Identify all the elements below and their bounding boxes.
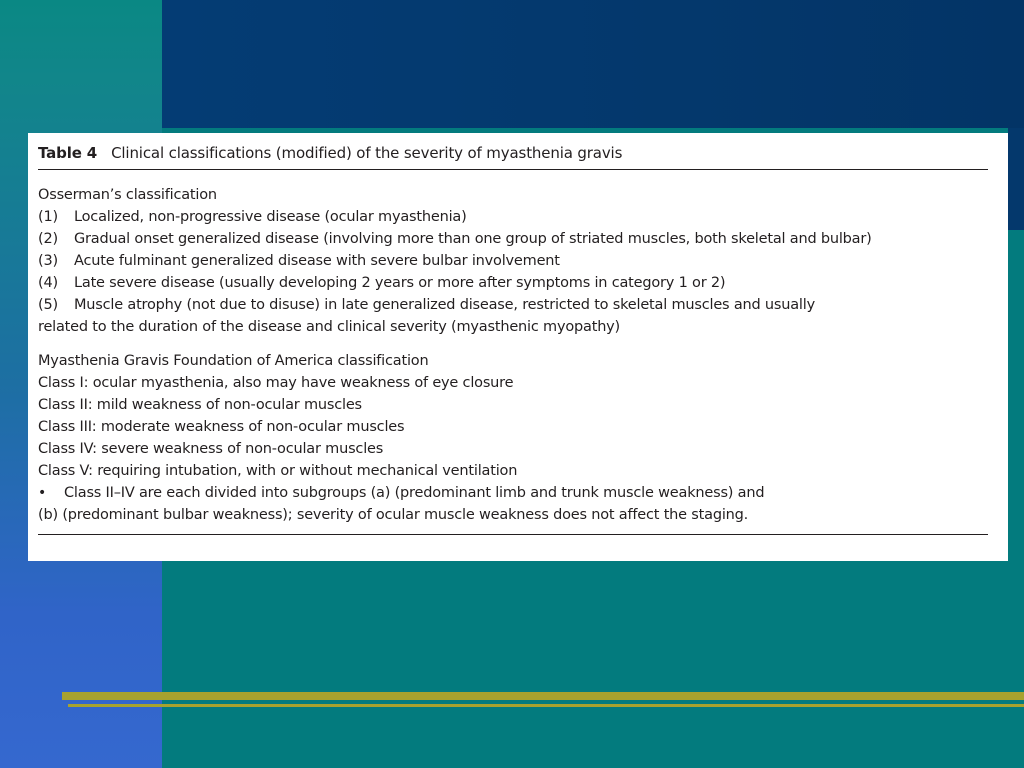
- right-teal-strip: [1008, 230, 1024, 560]
- mgfa-class: Class I: ocular myasthenia, also may have weakness of eye closure: [38, 375, 514, 391]
- bottom-rule: [38, 534, 988, 535]
- mgfa-note-text: Class II–IV are each divided into subgroups (a) (predominant limb and trunk muscle weakness) and: [64, 485, 765, 501]
- mgfa-class: Class III: moderate weakness of non-ocular muscles: [38, 419, 405, 435]
- mgfa-class: Class V: requiring intubation, with or without mechanical ventilation: [38, 463, 518, 479]
- osserman-item: [38, 294, 988, 316]
- table-label: Table 4: [38, 144, 98, 162]
- table-title: [38, 143, 988, 165]
- item-number: (4): [38, 275, 58, 291]
- osserman-heading: Osserman’s classification: [38, 187, 217, 203]
- item-number: (1): [38, 209, 58, 225]
- mgfa-class: Class IV: severe weakness of non-ocular muscles: [38, 441, 384, 457]
- mgfa-section: [38, 350, 988, 526]
- item-text: Gradual onset generalized disease (involving more than one group of striated muscles, both skeletal and bulbar): [74, 231, 872, 247]
- item-text: Muscle atrophy (not due to disuse) in late generalized disease, restricted to skeletal muscles and usually: [74, 297, 815, 313]
- osserman-section: [38, 184, 988, 338]
- mgfa-note-continuation: (b) (predominant bulbar weakness); severity of ocular muscle weakness does not affect the staging.: [38, 507, 749, 523]
- osserman-item: [38, 228, 988, 250]
- item-number: (5): [38, 297, 58, 313]
- osserman-item-continuation: related to the duration of the disease and clinical severity (myasthenic myopathy): [38, 319, 621, 335]
- mgfa-note: [38, 482, 988, 504]
- osserman-item: [38, 250, 988, 272]
- olive-accent-line-thin: [68, 704, 1024, 707]
- olive-accent-line: [62, 692, 1024, 700]
- item-text: Localized, non-progressive disease (ocular myasthenia): [74, 209, 467, 225]
- mgfa-heading: Myasthenia Gravis Foundation of America classification: [38, 353, 429, 369]
- table-image: [28, 133, 1008, 561]
- item-number: (2): [38, 231, 58, 247]
- mgfa-class: Class II: mild weakness of non-ocular muscles: [38, 397, 362, 413]
- table-caption: Clinical classifications (modified) of the severity of myasthenia gravis: [111, 144, 623, 162]
- top-rule: [38, 169, 988, 170]
- osserman-item: [38, 206, 988, 228]
- top-navy-band: [162, 0, 1024, 128]
- right-navy-strip: [1008, 128, 1024, 230]
- osserman-item: [38, 272, 988, 294]
- bullet-icon: •: [38, 485, 47, 501]
- item-text: Acute fulminant generalized disease with severe bulbar involvement: [74, 253, 560, 269]
- item-number: (3): [38, 253, 58, 269]
- item-text: Late severe disease (usually developing 2 years or more after symptoms in category 1 or 2): [74, 275, 726, 291]
